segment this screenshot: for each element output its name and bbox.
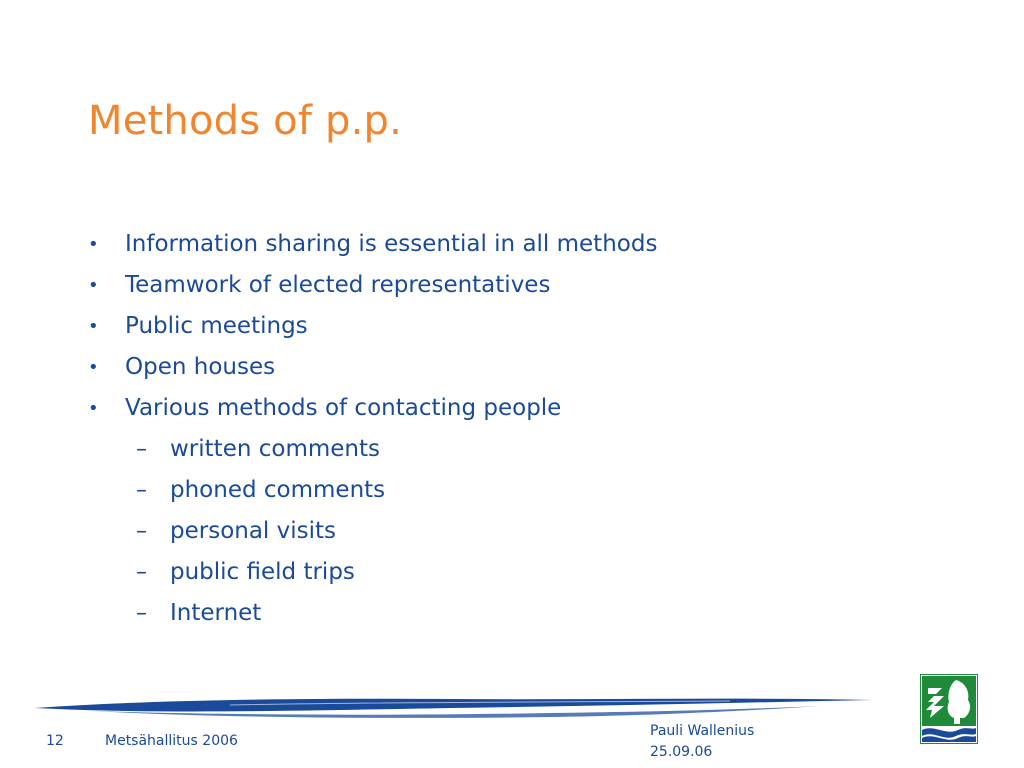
bullet-text: written comments	[170, 436, 380, 462]
bullet-text: phoned comments	[170, 477, 386, 503]
bullet-text: public field trips	[170, 559, 355, 585]
bullet-text: personal visits	[170, 518, 337, 544]
metsahallitus-logo-icon	[920, 674, 978, 744]
dash-bullet-icon: –	[136, 560, 147, 585]
dot-bullet-icon: •	[88, 316, 99, 337]
page-number: 12	[46, 733, 64, 749]
dash-bullet-icon: –	[136, 437, 147, 462]
dash-bullet-icon: –	[136, 519, 147, 544]
dot-bullet-icon: •	[88, 357, 99, 378]
dot-bullet-icon: •	[88, 234, 99, 255]
bullet-text: Public meetings	[125, 313, 308, 339]
dash-bullet-icon: –	[136, 601, 147, 626]
dot-bullet-icon: •	[88, 398, 99, 419]
footer-date: 25.09.06	[650, 744, 713, 760]
brush-stroke-divider	[30, 692, 880, 722]
bullet-text: Information sharing is essential in all methods	[125, 231, 658, 257]
footer-organization: Metsähallitus 2006	[105, 733, 238, 749]
bullet-text: Teamwork of elected representatives	[125, 272, 551, 298]
dash-bullet-icon: –	[136, 478, 147, 503]
dot-bullet-icon: •	[88, 275, 99, 296]
bullet-text: Open houses	[125, 354, 276, 380]
bullet-text: Various methods of contacting people	[125, 395, 562, 421]
footer-author: Pauli Wallenius	[650, 723, 755, 739]
slide-title: Methods of p.p.	[88, 98, 403, 144]
bullet-text: Internet	[170, 600, 262, 626]
